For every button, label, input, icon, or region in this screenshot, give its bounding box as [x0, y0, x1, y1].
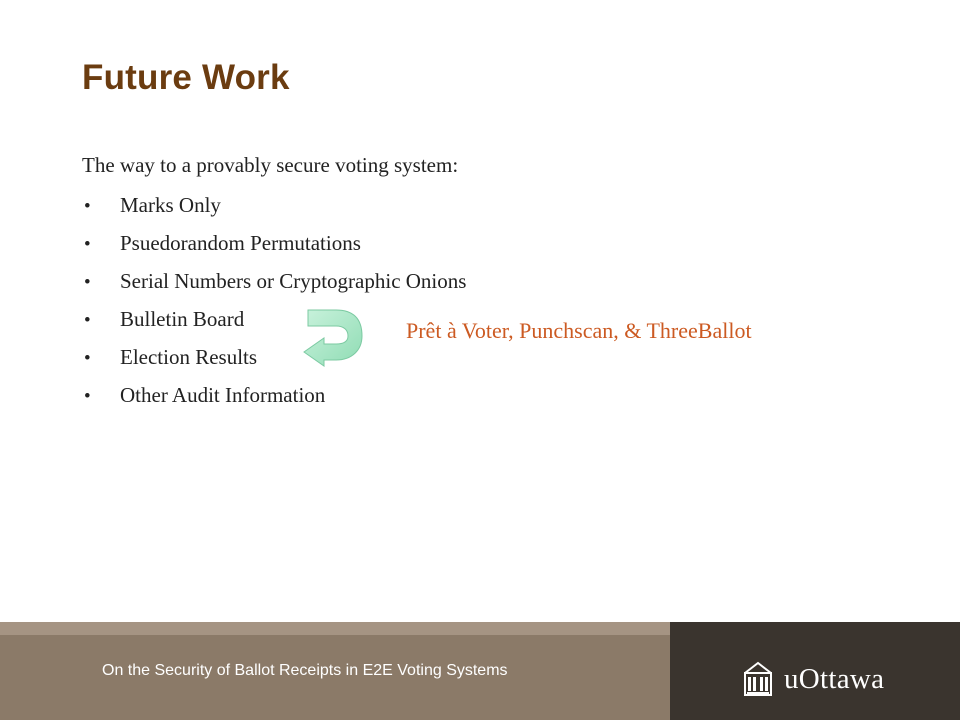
bullet-text: Other Audit Information	[120, 383, 326, 407]
footer-band	[0, 622, 670, 635]
voting-systems-note: Prêt à Voter, Punchscan, & ThreeBallot	[406, 318, 752, 343]
bullet-dot: •	[84, 348, 91, 369]
bullet-text: Election Results	[120, 345, 258, 369]
bullet-text: Bulletin Board	[120, 307, 245, 331]
bullet-text: Marks Only	[120, 193, 221, 217]
slide-title: Future Work	[82, 58, 290, 97]
bullet-item-marks-only	[82, 186, 466, 224]
bullet-dot: •	[84, 234, 91, 255]
logo-text: uOttawa	[784, 662, 885, 695]
bullet-text: Psuedorandom Permutations	[120, 231, 361, 255]
intro-text: The way to a provably secure voting system:	[82, 153, 459, 177]
bullet-dot: •	[84, 310, 91, 331]
bullet-list	[82, 186, 466, 414]
bullet-item-serial-numbers	[82, 262, 466, 300]
bullet-dot: •	[84, 196, 91, 217]
footer-presentation-title: On the Security of Ballot Receipts in E2E Voting Systems	[102, 662, 508, 679]
bullet-dot: •	[84, 386, 91, 407]
bullet-item-audit-info	[82, 376, 466, 414]
bullet-text: Serial Numbers or Cryptographic Onions	[120, 269, 467, 293]
curved-return-arrow-icon	[300, 306, 366, 368]
uottawa-logo	[742, 657, 884, 701]
bullet-item-permutations	[82, 224, 466, 262]
bullet-dot: •	[84, 272, 91, 293]
university-building-icon	[742, 659, 774, 699]
